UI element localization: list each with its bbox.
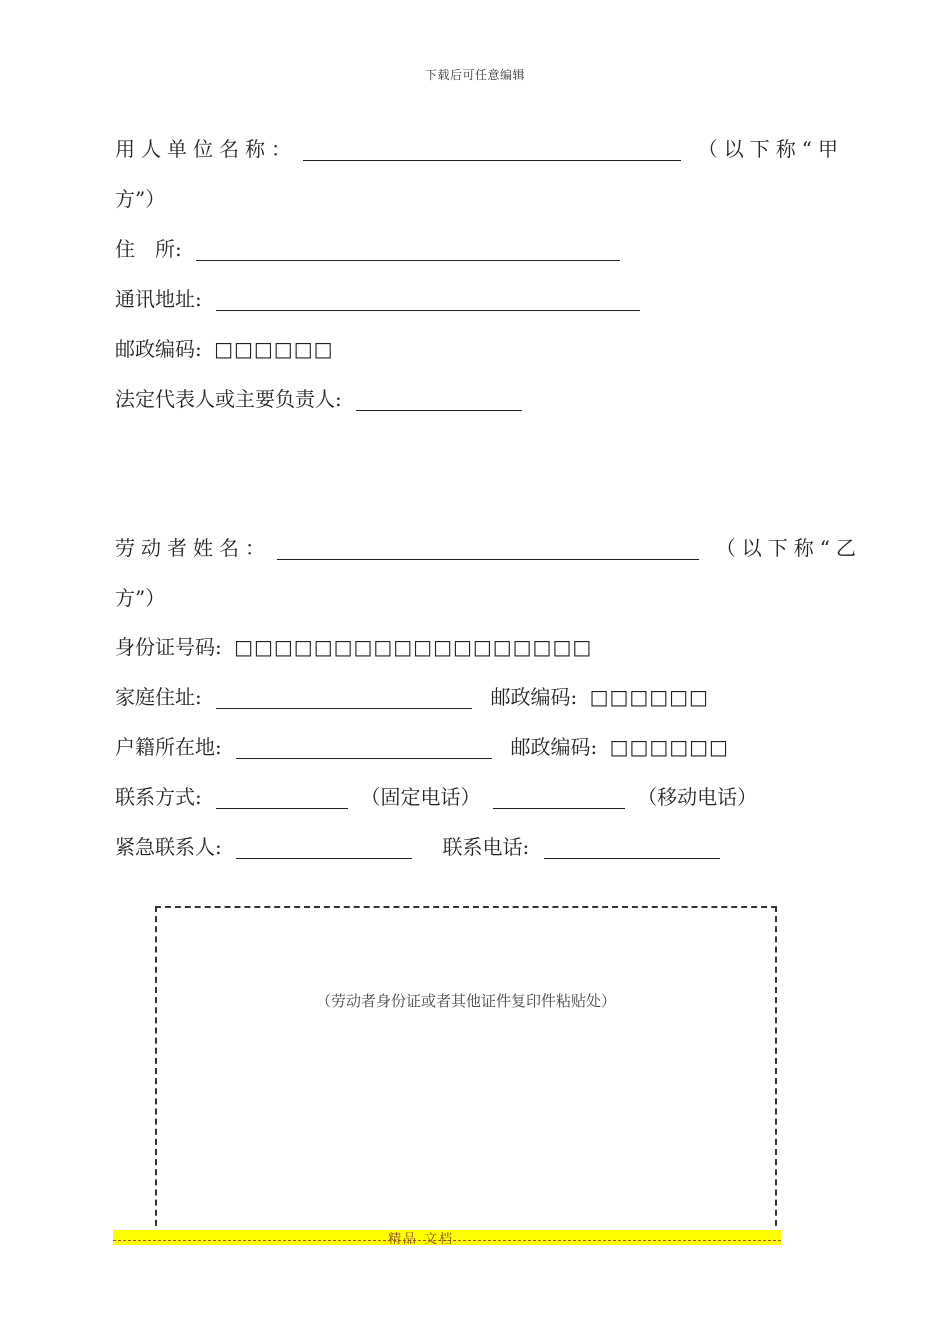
residence-field[interactable] [196, 240, 620, 261]
employer-suffix-cont: 方”） [115, 187, 166, 211]
home-address-field[interactable] [216, 688, 472, 709]
emergency-contact-label: 紧急联系人: [115, 835, 222, 859]
employer-postcode-row [115, 337, 334, 361]
id-number-label: 身份证号码: [115, 635, 222, 659]
employer-name-suffix: （以下称“甲 [697, 137, 844, 161]
employer-postcode-boxes[interactable]: □□□□□□ [214, 337, 334, 361]
home-address-row [115, 685, 709, 709]
mailing-address-field[interactable] [216, 290, 640, 311]
employer-name-field[interactable] [303, 140, 681, 161]
worker-name-label: 劳动者姓名： [115, 536, 271, 560]
home-address-label: 家庭住址: [115, 685, 202, 709]
mobile-phone-field[interactable] [493, 788, 625, 809]
page-header: 下载后可任意编辑 [424, 68, 525, 82]
legal-rep-label: 法定代表人或主要负责人: [115, 387, 342, 411]
hukou-field[interactable] [236, 738, 492, 759]
worker-name-field[interactable] [277, 539, 699, 560]
residence-label: 住 所: [115, 237, 182, 261]
id-number-row [115, 635, 592, 659]
emergency-phone-field[interactable] [544, 838, 720, 859]
id-number-boxes[interactable]: □□□□□□□□□□□□□□□□□□ [234, 635, 593, 659]
worker-name-row [115, 536, 862, 560]
emergency-contact-field[interactable] [236, 838, 412, 859]
contact-row [115, 785, 757, 809]
residence-row [115, 237, 620, 261]
legal-rep-field[interactable] [356, 390, 522, 411]
hukou-postcode-label: 邮政编码: [510, 735, 598, 759]
mailing-address-row [115, 287, 640, 311]
emergency-contact-row [115, 835, 720, 859]
mailing-address-label: 通讯地址: [115, 287, 202, 311]
worker-suffix-cont: 方”） [115, 586, 166, 610]
contact-label: 联系方式: [115, 785, 202, 809]
home-postcode-boxes[interactable]: □□□□□□ [589, 685, 709, 709]
hukou-postcode-boxes[interactable]: □□□□□□ [609, 735, 729, 759]
paste-area-caption: （劳动者身份证或者其他证件复印件粘贴处） [315, 992, 616, 1010]
emergency-phone-label: 联系电话: [442, 835, 530, 859]
fixed-phone-label: （固定电话） [360, 785, 481, 809]
hukou-label: 户籍所在地: [115, 735, 222, 759]
employer-postcode-label: 邮政编码: [115, 337, 202, 361]
legal-rep-row [115, 387, 522, 411]
worker-name-suffix: （以下称“乙 [715, 536, 862, 560]
footer-label: 精品 文档 [388, 1232, 455, 1247]
mobile-phone-label: （移动电话） [637, 785, 758, 809]
hukou-row [115, 735, 729, 759]
employer-name-row [115, 137, 844, 161]
home-postcode-label: 邮政编码: [490, 685, 578, 709]
id-copy-paste-area [155, 906, 777, 1236]
fixed-phone-field[interactable] [216, 788, 348, 809]
employer-name-label: 用人单位名称： [115, 137, 297, 161]
